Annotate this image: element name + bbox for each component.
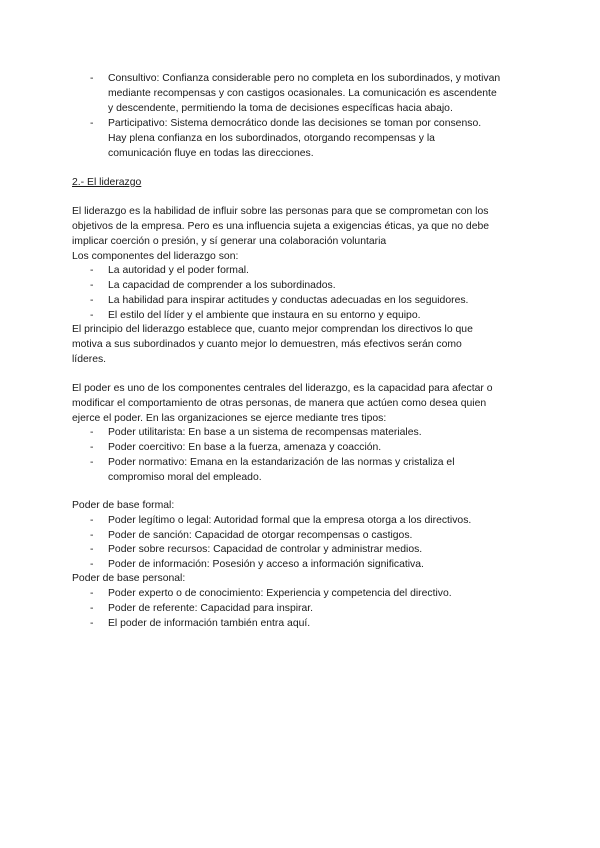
list-bullet: - [90, 618, 94, 629]
list-bullet: - [90, 295, 94, 306]
list-bullet: - [90, 118, 94, 129]
list-item: Poder de información: Posesión y acceso a información significativa. [108, 559, 424, 570]
list-item: La autoridad y el poder formal. [108, 265, 249, 276]
list-bullet: - [90, 530, 94, 541]
list-item-line: Poder normativo: Emana en la estandarización de las normas y cristaliza el [108, 457, 455, 468]
list-bullet: - [90, 544, 94, 555]
list-item: Poder sobre recursos: Capacidad de controlar y administrar medios. [108, 544, 423, 555]
list-bullet: - [90, 427, 94, 438]
list-bullet: - [90, 559, 94, 570]
list-item-line: y descendente, permitiendo la toma de decisiones específicas hacia abajo. [108, 103, 453, 114]
list-item: Poder de sanción: Capacidad de otorgar recompensas o castigos. [108, 530, 413, 541]
subsection-title: Poder de base formal: [72, 500, 175, 511]
paragraph-line: líderes. [72, 354, 107, 365]
paragraph-line: implicar coerción o presión, y sí generar una colaboración voluntaria [72, 236, 387, 247]
list-item-line: comunicación fluye en todas las direcciones. [108, 148, 314, 159]
list-item: La habilidad para inspirar actitudes y conductas adecuadas en los seguidores. [108, 295, 469, 306]
paragraph-line: El principio del liderazgo establece que, cuanto mejor comprendan los directivos lo que [72, 324, 473, 335]
list-item-line: Poder utilitarista: En base a un sistema de recompensas materiales. [108, 427, 422, 438]
list-item: Poder legítimo o legal: Autoridad formal que la empresa otorga a los directivos. [108, 515, 472, 526]
list-bullet: - [90, 603, 94, 614]
list-item-line: compromiso moral del empleado. [108, 472, 262, 483]
paragraph-line: Los componentes del liderazgo son: [72, 251, 239, 262]
paragraph-line: modificar el comportamiento de otras personas, de manera que actúen como desea quien [72, 398, 487, 409]
subsection-title: Poder de base personal: [72, 573, 186, 584]
section-heading: 2.- El liderazgo [72, 177, 142, 188]
list-bullet: - [90, 457, 94, 468]
list-bullet: - [90, 280, 94, 291]
paragraph-line: El liderazgo es la habilidad de influir sobre las personas para que se comprometan con los [72, 206, 489, 217]
list-item-line: Poder coercitivo: En base a la fuerza, amenaza y coacción. [108, 442, 382, 453]
paragraph-line: El poder es uno de los componentes centrales del liderazgo, es la capacidad para afectar o [72, 383, 493, 394]
paragraph-line: ejerce el poder. En las organizaciones se ejerce mediante tres tipos: [72, 413, 387, 424]
list-item-line: Consultivo: Confianza considerable pero no completa en los subordinados, y motivan [108, 73, 501, 84]
list-item: El estilo del líder y el ambiente que instaura en su entorno y equipo. [108, 310, 421, 321]
list-bullet: - [90, 73, 94, 84]
list-item-line: Hay plena confianza en los subordinados, otorgando recompensas y la [108, 133, 435, 144]
list-item: El poder de información también entra aquí. [108, 618, 311, 629]
list-bullet: - [90, 310, 94, 321]
list-item-line: mediante recompensas y con castigos ocasionales. La comunicación es ascendente [108, 88, 497, 99]
list-bullet: - [90, 515, 94, 526]
list-item-line: Participativo: Sistema democrático donde las decisiones se toman por consenso. [108, 118, 482, 129]
list-item: Poder de referente: Capacidad para inspirar. [108, 603, 314, 614]
paragraph-line: motiva a sus subordinados y cuanto mejor lo demuestren, más efectivos serán como [72, 339, 462, 350]
list-item: Poder experto o de conocimiento: Experiencia y competencia del directivo. [108, 588, 452, 599]
list-bullet: - [90, 442, 94, 453]
list-bullet: - [90, 588, 94, 599]
paragraph-line: objetivos de la empresa. Pero es una influencia sujeta a exigencias éticas, ya que no debe [72, 221, 490, 232]
list-bullet: - [90, 265, 94, 276]
list-item: La capacidad de comprender a los subordinados. [108, 280, 336, 291]
